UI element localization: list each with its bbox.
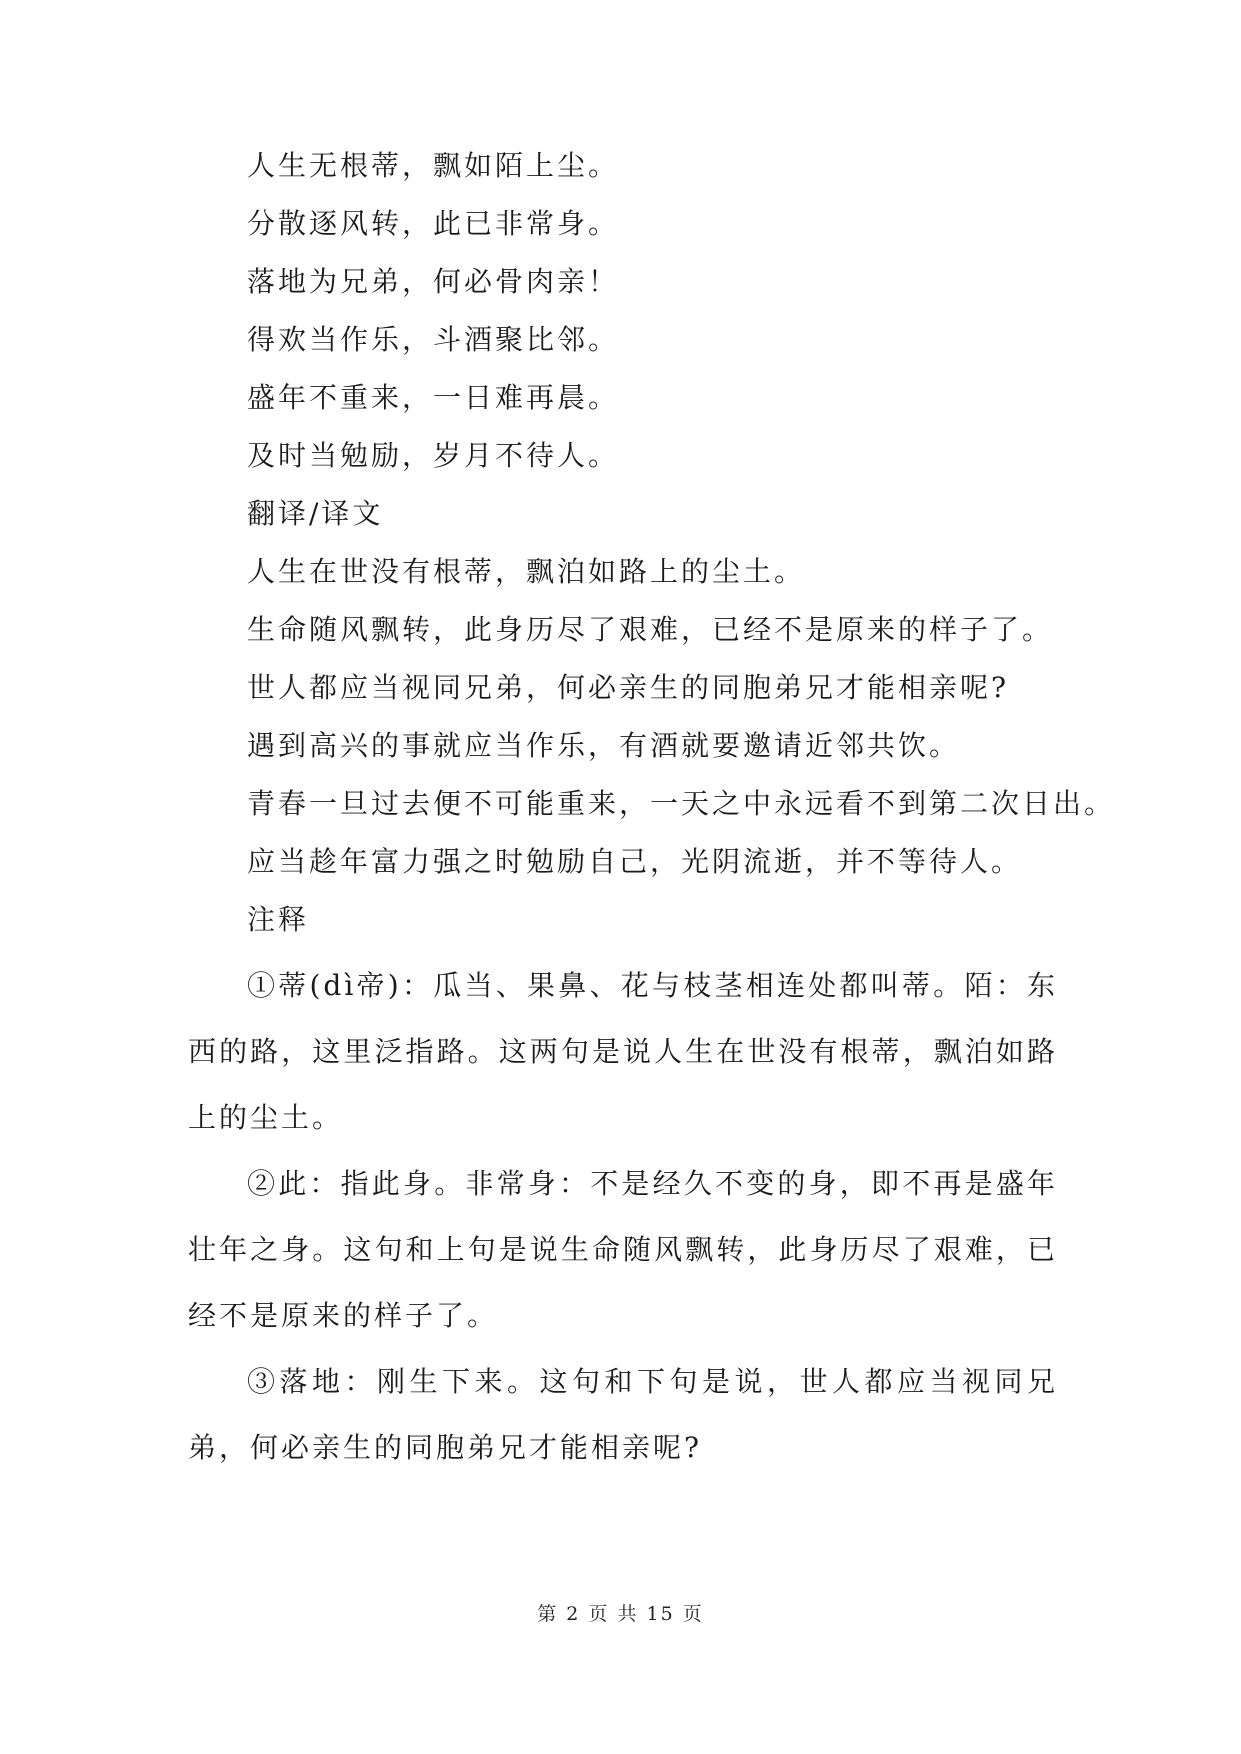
poem-line-2: 分散逐风转，此已非常身。 <box>247 207 620 240</box>
poem-line-1: 人生无根蒂，飘如陌上尘。 <box>247 149 620 182</box>
footer-current-page: 2 <box>566 1603 581 1625</box>
footer-middle: 页 共 <box>588 1603 639 1625</box>
poem-line-4: 得欢当作乐，斗酒聚比邻。 <box>247 323 620 356</box>
footer-total-pages: 15 <box>646 1603 675 1625</box>
footer-prefix: 第 <box>537 1603 559 1625</box>
page-footer <box>0 1599 1241 1626</box>
footer-suffix: 页 <box>682 1603 704 1625</box>
note-3: ③落地：刚生下来。这句和下句是说，世人都应当视同兄弟，何必亲生的同胞弟兄才能相亲呢? <box>188 1365 1058 1464</box>
poem-line-3: 落地为兄弟，何必骨肉亲！ <box>247 265 620 298</box>
poem-line-5: 盛年不重来，一日难再晨。 <box>247 381 620 414</box>
note-1: ①蒂(dì帝)：瓜当、果鼻、花与枝茎相连处都叫蒂。陌：东西的路，这里泛指路。这两句是说人生在世没有根蒂，飘泊如路上的尘土。 <box>188 969 1058 1134</box>
poem-line-6: 及时当勉励，岁月不待人。 <box>247 439 620 472</box>
translation-line-4: 遇到高兴的事就应当作乐，有酒就要邀请近邻共饮。 <box>247 729 961 762</box>
note-2: ②此：指此身。非常身：不是经久不变的身，即不再是盛年壮年之身。这句和上句是说生命随风飘转，此身历尽了艰难，已经不是原来的样子了。 <box>188 1167 1058 1332</box>
translation-heading: 翻译/译文 <box>247 497 384 530</box>
notes-heading: 注释 <box>247 903 310 936</box>
translation-line-6: 应当趁年富力强之时勉励自己，光阴流逝，并不等待人。 <box>247 845 1023 878</box>
translation-line-5: 青春一旦过去便不可能重来，一天之中永远看不到第二次日出。 <box>247 787 1116 820</box>
translation-line-2: 生命随风飘转，此身历尽了艰难，已经不是原来的样子了。 <box>247 613 1054 646</box>
translation-line-3: 世人都应当视同兄弟，何必亲生的同胞弟兄才能相亲呢? <box>247 671 1010 704</box>
translation-line-1: 人生在世没有根蒂，飘泊如路上的尘土。 <box>247 555 806 588</box>
